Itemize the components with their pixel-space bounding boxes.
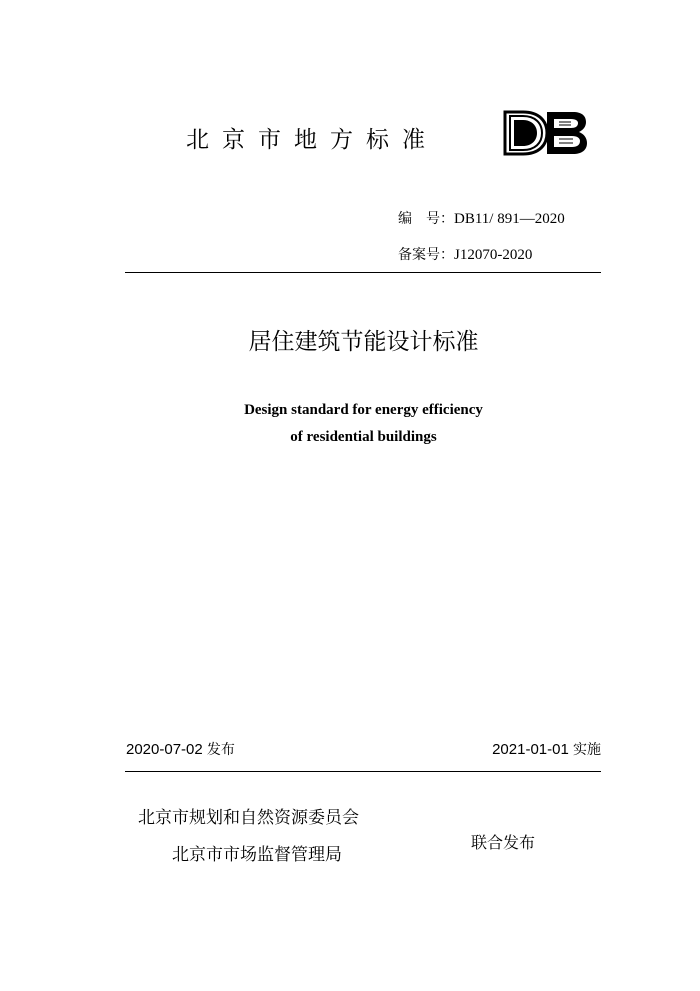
standard-code-value: DB11/ 891—2020 xyxy=(454,211,565,227)
document-title-en-line2: of residential buildings xyxy=(290,429,437,445)
document-title-cn: 居住建筑节能设计标准 xyxy=(248,329,479,355)
joint-issue-label: 联合发布 xyxy=(471,833,536,852)
record-number-label: 备案号： xyxy=(398,247,454,263)
issuer-market-supervision: 北京市市场监督管理局 xyxy=(172,845,342,865)
record-number-value: J12070-2020 xyxy=(454,247,533,263)
publish-label: 发布 xyxy=(206,742,235,758)
publish-date xyxy=(126,740,235,760)
publish-date-value: 2020-07-02 xyxy=(126,741,203,758)
effective-date-value: 2021-01-01 xyxy=(492,741,569,758)
bottom-divider xyxy=(125,771,601,772)
record-number xyxy=(398,245,532,265)
standard-code-label: 编 号： xyxy=(398,211,454,227)
effective-date xyxy=(492,740,601,760)
standard-code xyxy=(398,209,565,229)
standard-category-title: 北京市地方标准 xyxy=(186,127,438,153)
effective-label: 实施 xyxy=(573,742,601,758)
top-divider xyxy=(125,272,601,273)
document-title-en-line1: Design standard for energy efficiency xyxy=(244,402,483,418)
issuer-planning-commission: 北京市规划和自然资源委员会 xyxy=(138,808,359,828)
db-logo xyxy=(503,110,589,156)
